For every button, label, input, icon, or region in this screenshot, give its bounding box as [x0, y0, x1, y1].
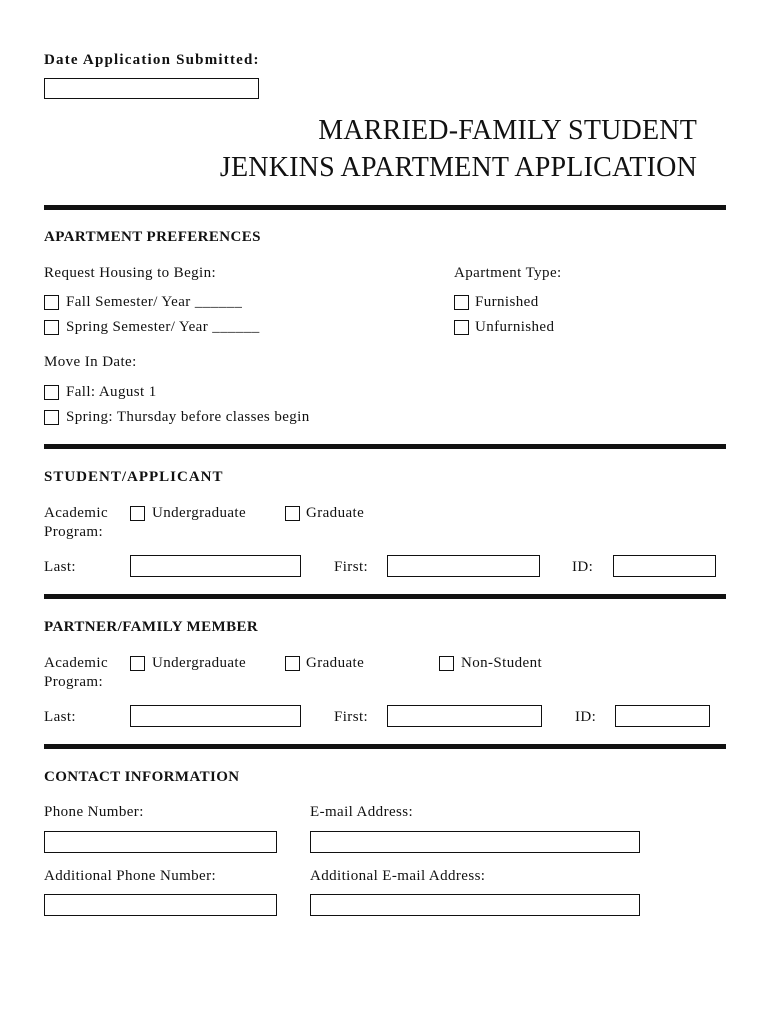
- student-id-label: ID:: [572, 559, 594, 575]
- section-divider: [44, 594, 726, 599]
- furnished-label: Furnished: [475, 294, 539, 310]
- unfurnished-checkbox[interactable]: [454, 320, 469, 335]
- spring-semester-label: Spring Semester/ Year ______: [66, 319, 260, 335]
- form-title-line1: MARRIED-FAMILY STUDENT: [318, 115, 697, 146]
- apartment-preferences-heading: APARTMENT PREFERENCES: [44, 229, 261, 245]
- partner-graduate-label: Graduate: [306, 655, 365, 671]
- partner-first-name-field[interactable]: [387, 705, 542, 727]
- partner-graduate-checkbox[interactable]: [285, 656, 300, 671]
- student-first-name-field[interactable]: [387, 555, 540, 577]
- partner-last-label: Last:: [44, 709, 76, 725]
- partner-last-name-field[interactable]: [130, 705, 301, 727]
- partner-academic-label-line1: Academic: [44, 655, 108, 671]
- request-housing-label: Request Housing to Begin:: [44, 265, 217, 281]
- partner-non-student-checkbox[interactable]: [439, 656, 454, 671]
- student-last-label: Last:: [44, 559, 76, 575]
- student-graduate-checkbox[interactable]: [285, 506, 300, 521]
- apartment-type-label: Apartment Type:: [454, 265, 562, 281]
- partner-first-label: First:: [334, 709, 369, 725]
- phone-number-field[interactable]: [44, 831, 277, 853]
- student-academic-label-line1: Academic: [44, 505, 108, 521]
- additional-phone-field[interactable]: [44, 894, 277, 916]
- section-divider: [44, 205, 726, 210]
- student-undergraduate-label: Undergraduate: [152, 505, 247, 521]
- section-divider: [44, 744, 726, 749]
- additional-email-field[interactable]: [310, 894, 640, 916]
- student-first-label: First:: [334, 559, 369, 575]
- date-submitted-field[interactable]: [44, 78, 259, 99]
- email-address-field[interactable]: [310, 831, 640, 853]
- partner-id-field[interactable]: [615, 705, 710, 727]
- unfurnished-label: Unfurnished: [475, 319, 555, 335]
- phone-number-label: Phone Number:: [44, 804, 144, 820]
- furnished-checkbox[interactable]: [454, 295, 469, 310]
- spring-semester-checkbox[interactable]: [44, 320, 59, 335]
- section-divider: [44, 444, 726, 449]
- fall-move-in-checkbox[interactable]: [44, 385, 59, 400]
- partner-id-label: ID:: [575, 709, 597, 725]
- contact-information-heading: CONTACT INFORMATION: [44, 769, 240, 785]
- fall-semester-label: Fall Semester/ Year ______: [66, 294, 243, 310]
- student-graduate-label: Graduate: [306, 505, 365, 521]
- fall-move-in-label: Fall: August 1: [66, 384, 157, 400]
- student-last-name-field[interactable]: [130, 555, 301, 577]
- spring-move-in-checkbox[interactable]: [44, 410, 59, 425]
- fall-semester-checkbox[interactable]: [44, 295, 59, 310]
- partner-family-heading: PARTNER/FAMILY MEMBER: [44, 619, 259, 635]
- student-academic-label-line2: Program:: [44, 524, 104, 540]
- student-undergraduate-checkbox[interactable]: [130, 506, 145, 521]
- move-in-date-label: Move In Date:: [44, 354, 137, 370]
- student-applicant-heading: STUDENT/APPLICANT: [44, 469, 224, 485]
- email-address-label: E-mail Address:: [310, 804, 414, 820]
- student-id-field[interactable]: [613, 555, 716, 577]
- date-submitted-label: Date Application Submitted:: [44, 52, 260, 68]
- form-title-line2: JENKINS APARTMENT APPLICATION: [219, 152, 697, 183]
- partner-non-student-label: Non-Student: [461, 655, 543, 671]
- partner-academic-label-line2: Program:: [44, 674, 104, 690]
- partner-undergraduate-label: Undergraduate: [152, 655, 247, 671]
- spring-move-in-label: Spring: Thursday before classes begin: [66, 409, 310, 425]
- additional-phone-label: Additional Phone Number:: [44, 868, 217, 884]
- partner-undergraduate-checkbox[interactable]: [130, 656, 145, 671]
- additional-email-label: Additional E-mail Address:: [310, 868, 486, 884]
